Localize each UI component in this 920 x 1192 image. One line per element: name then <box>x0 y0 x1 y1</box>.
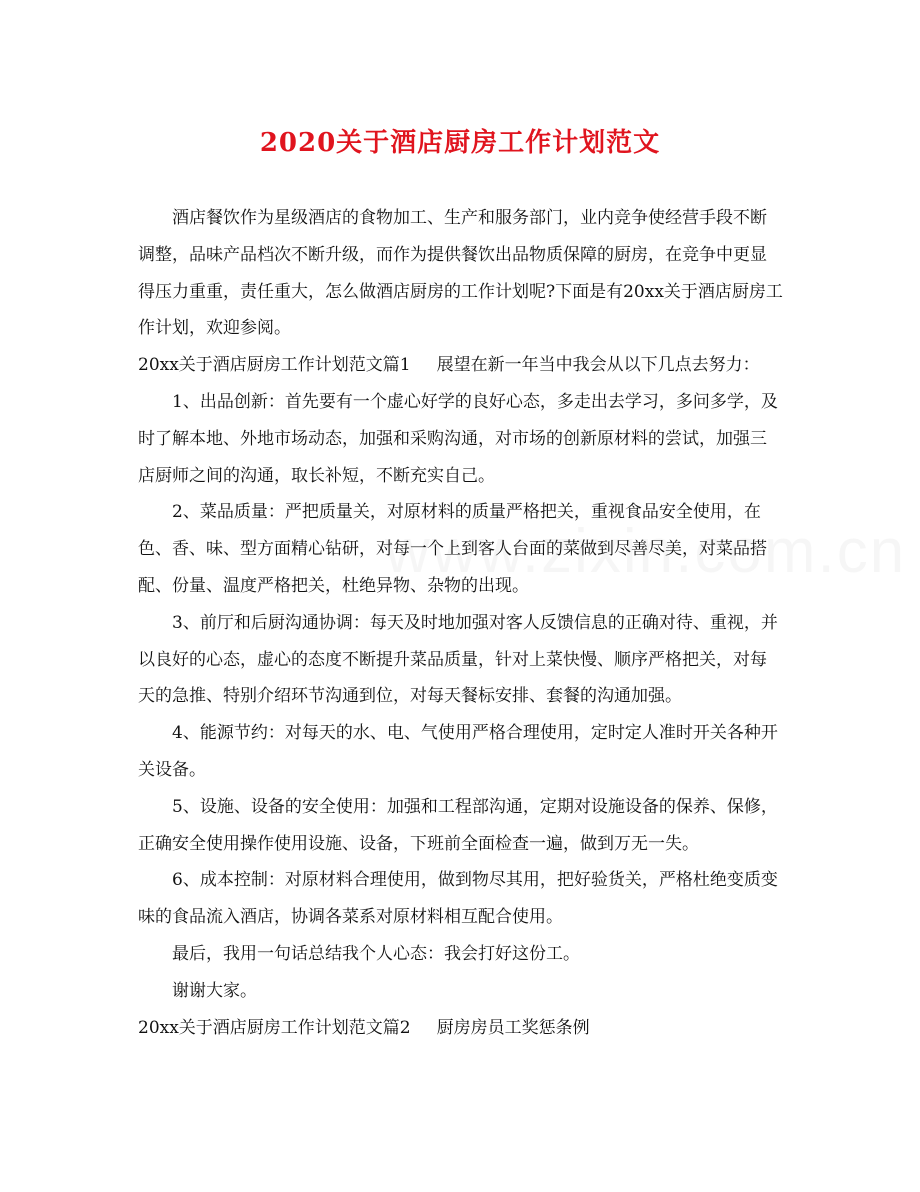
document-title: 2020关于酒店厨房工作计划范文 <box>259 128 661 158</box>
intro-paragraph: 酒店餐饮作为星级酒店的食物加工、生产和服务部门，业内竞争使经营手段不断调整，品味产品档次不断升级，而作为提供餐饮出品物质保障的厨房，在竞争中更显得压力重重，责任重大，怎么做酒店厨房的工作计划呢?下面是有20xx关于酒店厨房工作计划，欢迎参阅。 <box>138 208 783 339</box>
section-2-heading: 20xx关于酒店厨房工作计划范文篇2 <box>138 1017 411 1038</box>
thanks-paragraph: 谢谢大家。 <box>172 980 257 1001</box>
item-paragraph: 5、设施、设备的安全使用：加强和工程部沟通，定期对设施设备的保养、保修，正确安全使用操作使用设施、设备，下班前全面检查一遍，做到万无一失。 <box>138 796 778 854</box>
item-paragraph: 2、菜品质量：严把质量关，对原材料的质量严格把关，重视食品安全使用，在色、香、味、型方面精心钻研，对每一个上到客人台面的菜做到尽善尽美，对菜品搭配、份量、温度严格把关，杜绝异物、杂物的出现。 <box>138 502 767 596</box>
section-1-heading: 20xx关于酒店厨房工作计划范文篇1 <box>138 355 411 376</box>
section-2-lead: 厨房房员工奖惩条例 <box>436 1017 590 1038</box>
item-paragraph: 4、能源节约：对每天的水、电、气使用严格合理使用，定时定人准时开关各种开关设备。 <box>138 723 778 780</box>
item-paragraph: 6、成本控制：对原材料合理使用，做到物尽其用，把好验货关，严格杜绝变质变味的食品流入酒店，协调各菜系对原材料相互配合使用。 <box>138 870 778 928</box>
section-1-heading-line <box>138 347 783 384</box>
document-body <box>138 200 783 1046</box>
item-paragraph: 3、前厅和后厨沟通协调：每天及时地加强对客人反馈信息的正确对待、重视，并以良好的心态，虚心的态度不断提升菜品质量，针对上菜快慢、顺序严格把关，对每天的急推、特别介绍环节沟通到位，对每天餐标安排、套餐的沟通加强。 <box>138 612 778 707</box>
section-1-lead: 展望在新一年当中我会从以下几点去努力： <box>436 355 760 376</box>
section-2-heading-line <box>138 1010 783 1047</box>
item-paragraph: 1、出品创新：首先要有一个虚心好学的良好心态，多走出去学习，多问多学，及时了解本地、外地市场动态，加强和采购沟通，对市场的创新原材料的尝试，加强三店厨师之间的沟通，取长补短，不断充实自己。 <box>138 391 778 486</box>
closing-paragraph: 最后，我用一句话总结我个人心态：我会打好这份工。 <box>172 943 580 964</box>
